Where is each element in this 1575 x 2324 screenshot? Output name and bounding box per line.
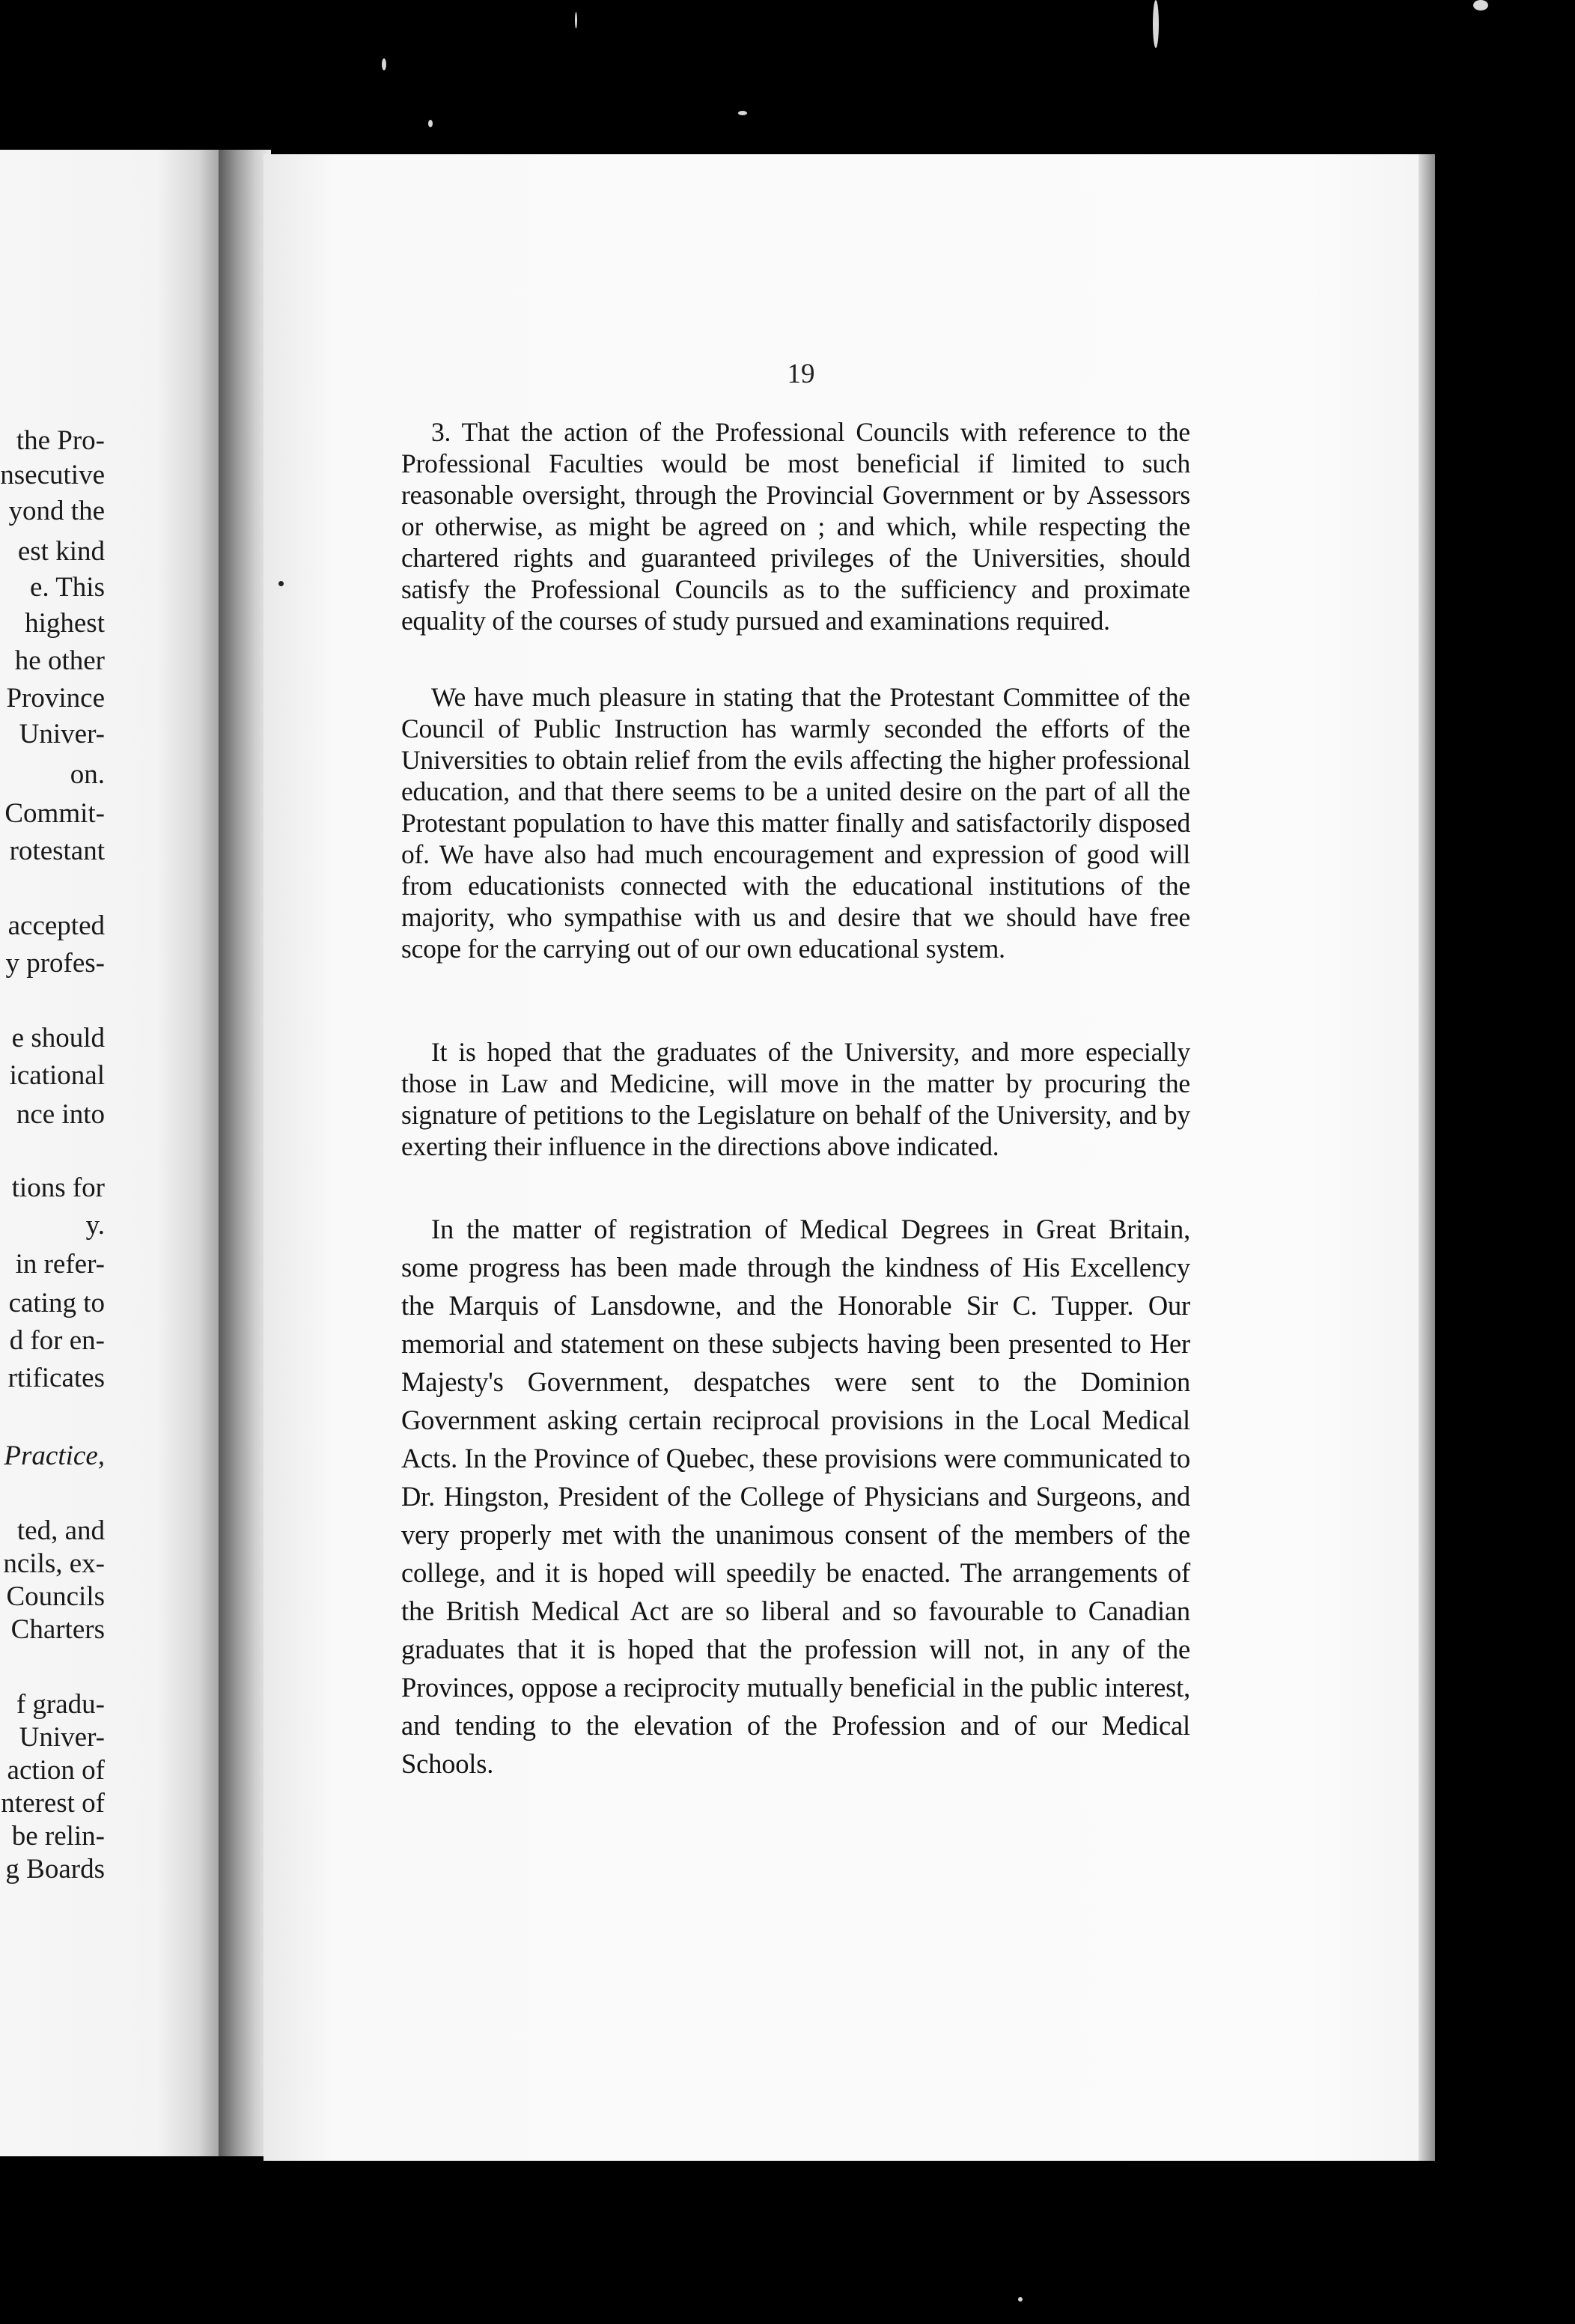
- left-page-line: yond the: [8, 496, 105, 526]
- left-page-line: he other: [14, 645, 105, 676]
- left-page-line: on.: [70, 759, 105, 790]
- scan-speck: [1153, 0, 1159, 48]
- scan-speck: [575, 12, 577, 28]
- left-page-line: Practice,: [4, 1441, 105, 1471]
- left-page-line: e. This: [29, 572, 105, 603]
- paragraph-medical-degrees: [401, 1210, 1190, 1783]
- paragraph-text: 3. That the action of the Professional Councils with reference to the Professional Faculties would be most beneficial if limited to such reasonable oversight, through the Provincial Government or by Assessors or otherwise, as might be agreed on ; and which, while respecting the chartered rights and guaranteed privileges of the Universities, should satisfy the Professional Councils as to the sufficiency and proximate equality of the courses of study pursued and examinations required.: [401, 417, 1190, 636]
- left-page-line: Univer-: [19, 1722, 105, 1753]
- left-page-line: rotestant: [9, 836, 105, 866]
- left-page-line: be relin-: [11, 1821, 105, 1852]
- left-page-line: rtificates: [7, 1363, 105, 1393]
- left-page-line: accepted: [7, 910, 105, 941]
- left-page-line: nce into: [16, 1099, 105, 1130]
- scan-speck: [738, 111, 747, 115]
- left-page-line: highest: [25, 608, 105, 639]
- paragraph-text: It is hoped that the graduates of the University, and more especially those in Law and Medicine, will move in the matter by procuring the signature of petitions to the Legislature on behalf of the University, and by exerting their influence in the directions above indicated.: [401, 1037, 1190, 1161]
- left-page-line: action of: [7, 1755, 105, 1786]
- left-page-line: f gradu-: [16, 1689, 105, 1720]
- page-number: 19: [787, 359, 815, 389]
- left-page-line: y.: [85, 1210, 105, 1241]
- paragraph-text: In the matter of registration of Medical Degrees in Great Britain, some progress has been made through the kindness of His Excellency the Marquis of Lansdowne, and the Honorable Sir C. Tupper. Our memorial and statement on these subjects having been presented to Her Majesty's Government, despatches were sent to the Dominion Government asking certain reciprocal provisions in the Local Medical Acts. In the Province of Quebec, these provisions were communicated to Dr. Hingston, President of the College of Physicians and Surgeons, and very properly met with the unanimous consent of the members of the college, and it is hoped will speedily be enacted. The arrangements of the British Medical Act are so liberal and so favourable to Canadian graduates that it is hoped that the profession will not, in any of the Provinces, oppose a reciprocity mutually beneficial in the public interest, and tending to the elevation of the Profession and of our Medical Schools.: [401, 1214, 1190, 1779]
- left-page-line: the Pro-: [16, 425, 105, 456]
- left-page-line: nterest of: [1, 1788, 105, 1819]
- left-page-line: e should: [11, 1023, 105, 1053]
- left-facing-page: [0, 150, 225, 2156]
- left-page-line: Charters: [10, 1614, 105, 1645]
- left-page-line: Province: [6, 683, 105, 714]
- left-page-line: in refer-: [15, 1249, 105, 1280]
- scan-speck: [428, 120, 433, 127]
- left-page-line: Univer-: [19, 719, 105, 749]
- left-page-line: ncils, ex-: [3, 1548, 105, 1579]
- left-page-line: est kind: [17, 536, 105, 567]
- scan-speck: [1473, 0, 1488, 10]
- paragraph-protestant-committee: [401, 681, 1190, 964]
- left-page-line: Councils: [6, 1581, 105, 1612]
- left-page-line: tions for: [11, 1172, 105, 1203]
- left-page-line: icational: [9, 1060, 105, 1091]
- left-page-line: nsecutive: [0, 460, 105, 490]
- paragraph-resolution-3: [401, 416, 1190, 636]
- paragraph-text: We have much pleasure in stating that the Protestant Committee of the Council of Public Instruction has warmly seconded the efforts of the Universities to obtain relief from the evils affecting the higher professional education, and that there seems to be a united desire on the part of all the Protestant population to have this matter finally and satisfactorily disposed of. We have also had much encouragement and expression of good will from educationists connected with the educational institutions of the majority, who sympathise with us and desire that we should have free scope for the carrying out of our own educational system.: [401, 682, 1190, 964]
- page-edge: [1419, 154, 1435, 2161]
- left-page-line: g Boards: [5, 1854, 105, 1885]
- left-page-line: cating to: [8, 1288, 105, 1318]
- paragraph-graduates: [401, 1036, 1190, 1162]
- page-speck: [278, 581, 284, 586]
- left-page-line: d for en-: [9, 1325, 105, 1356]
- scan-speck: [382, 58, 386, 70]
- scan-speck: [1018, 2297, 1023, 2302]
- left-page-line: ted, and: [16, 1515, 105, 1546]
- left-page-line: y profes-: [5, 948, 105, 979]
- left-page-line: Commit-: [4, 798, 105, 829]
